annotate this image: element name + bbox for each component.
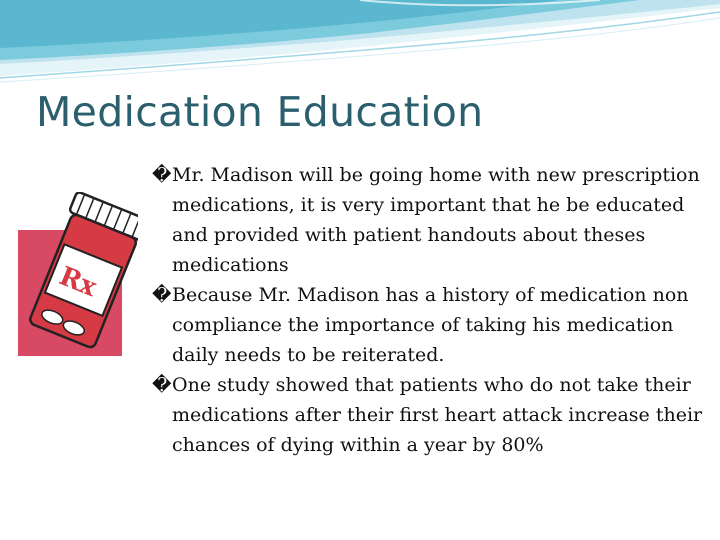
- bullet-list: [152, 160, 712, 460]
- prescription-bottle-icon: [18, 192, 138, 358]
- header-wave-decoration: [0, 0, 720, 90]
- bullet-text: One study showed that patients who do not take their medications after their first heart attack increase their chances of dying within a year by 80%: [172, 374, 703, 456]
- bullet-marker: �: [152, 284, 172, 306]
- bullet-item: [152, 280, 712, 370]
- bullet-marker: �: [152, 374, 172, 396]
- bullet-item: [152, 160, 712, 280]
- slide-title: Medication Education: [36, 88, 484, 136]
- bullet-marker: �: [152, 164, 172, 186]
- bullet-text: Mr. Madison will be going home with new prescription medications, it is very important that he be educated and provided with patient handouts about theses medications: [172, 164, 700, 276]
- bullet-item: [152, 370, 712, 460]
- rx-label: Rx: [54, 261, 101, 303]
- bullet-text: Because Mr. Madison has a history of medication non compliance the importance of taking his medication daily needs to be reiterated.: [172, 284, 689, 366]
